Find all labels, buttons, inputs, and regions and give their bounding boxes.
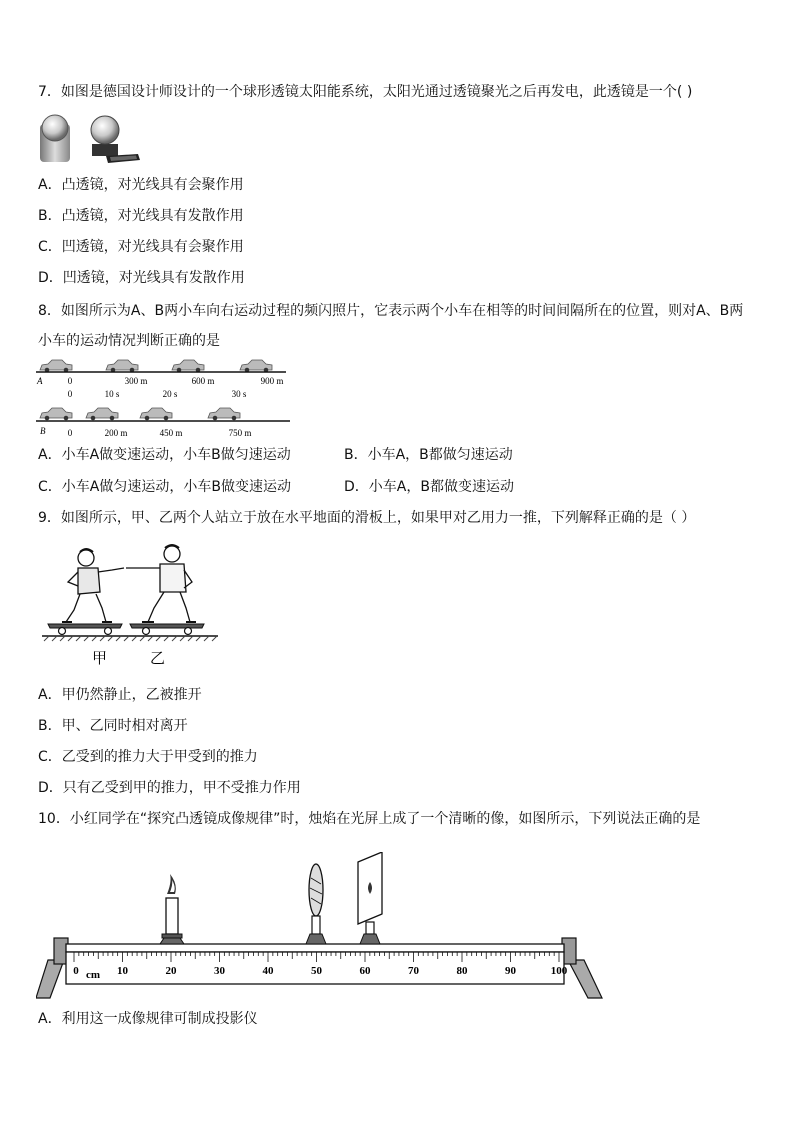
label-yi: 乙: [150, 651, 166, 667]
row-a-label: A: [37, 376, 43, 386]
q9-skateboard-figure: [40, 542, 220, 672]
q8-stem-line2: 小车的运动情况判断正确的是: [38, 333, 220, 349]
ruler-label: 30: [214, 965, 225, 977]
q9-option-d: D．只有乙受到甲的推力，甲不受推力作用: [38, 780, 301, 796]
car-b-1: [86, 408, 118, 420]
q7-option-b: B．凸透镜，对光线具有发散作用: [38, 208, 244, 224]
ruler-label: 20: [165, 965, 177, 977]
q9-option-c: C．乙受到的推力大于甲受到的推力: [38, 749, 258, 765]
a-dist-1: 300 m: [124, 376, 148, 386]
b-dist-0: 0: [67, 428, 73, 438]
q8-option-b: B．小车A，B都做匀速运动: [344, 447, 513, 463]
ruler-label: 100: [550, 965, 568, 977]
q9-stem: 9．如图所示，甲、乙两个人站立于放在水平地面的滑板上，如果甲对乙用力一推，下列解释正确的是（ ）: [38, 510, 696, 526]
ruler-label: 10: [117, 965, 128, 977]
ruler-label: 40: [262, 965, 274, 977]
convex-lens: [306, 864, 326, 944]
q8-strobe-figure: [36, 354, 290, 440]
a-dist-0: 0: [67, 376, 73, 386]
a-dist-2: 600 m: [191, 376, 215, 386]
ruler-label: 60: [359, 965, 371, 977]
row-b-label: B: [40, 426, 46, 436]
b-dist-1: 200 m: [104, 428, 128, 438]
q9-option-a: A．甲仍然静止，乙被推开: [38, 687, 202, 703]
ruler-label: 70: [408, 965, 419, 977]
time-3: 30 s: [231, 389, 247, 399]
bench-leg-left: [36, 938, 68, 998]
skateboard-jia: [48, 624, 122, 635]
time-1: 10 s: [104, 389, 120, 399]
time-2: 20 s: [162, 389, 178, 399]
car-b-3: [208, 408, 240, 420]
car-a-1: [106, 360, 138, 372]
light-screen: [358, 852, 382, 944]
q9-option-b: B．甲、乙同时相对离开: [38, 718, 188, 734]
ruler-label: 50: [311, 965, 322, 977]
q7-option-d: D．凹透镜，对光线具有发散作用: [38, 270, 245, 286]
bench-leg-right: [562, 938, 602, 998]
car-a-3: [240, 360, 272, 372]
label-jia: 甲: [92, 651, 108, 667]
car-a-2: [172, 360, 204, 372]
car-b-2: [140, 408, 172, 420]
time-0: 0: [67, 389, 73, 399]
candle: [160, 874, 184, 944]
q7-option-a: A．凸透镜，对光线具有会聚作用: [38, 177, 244, 193]
b-dist-2: 450 m: [159, 428, 183, 438]
q8-option-c: C．小车A做匀速运动，小车B做变速运动: [38, 479, 291, 495]
q7-option-c: C．凹透镜，对光线具有会聚作用: [38, 239, 244, 255]
skateboard-yi: [130, 624, 204, 635]
b-dist-3: 750 m: [228, 428, 252, 438]
ruler-label: 90: [505, 965, 516, 977]
q10-stem: 10．小红同学在“探究凸透镜成像规律”时，烛焰在光屏上成了一个清晰的像，如图所示，下列说法正确的是: [38, 811, 701, 827]
car-a-0: [40, 360, 72, 372]
q8-option-d: D．小车A，B都做变速运动: [344, 479, 514, 495]
q10-option-a: A．利用这一成像规律可制成投影仪: [38, 1011, 258, 1027]
ruler-label: 0: [73, 965, 79, 977]
q7-stem: 7．如图是德国设计师设计的一个球形透镜太阳能系统，太阳光通过透镜聚光之后再发电，此透镜是一个( ): [38, 84, 693, 100]
ruler-unit: cm: [86, 969, 101, 981]
person-yi: [126, 545, 196, 622]
car-b-0: [40, 408, 72, 420]
q7-solar-lens-photo: [38, 110, 142, 166]
q8-stem-line1: 8．如图所示为A、B两小车向右运动过程的频闪照片，它表示两个小车在相等的时间间隔所在的位置，则对A、B两: [38, 303, 744, 319]
q8-option-a: A．小车A做变速运动，小车B做匀速运动: [38, 447, 291, 463]
ruler-label: 80: [456, 965, 468, 977]
q10-optical-bench-figure: [36, 852, 606, 1002]
person-jia: [62, 549, 124, 622]
a-dist-3: 900 m: [260, 376, 284, 386]
